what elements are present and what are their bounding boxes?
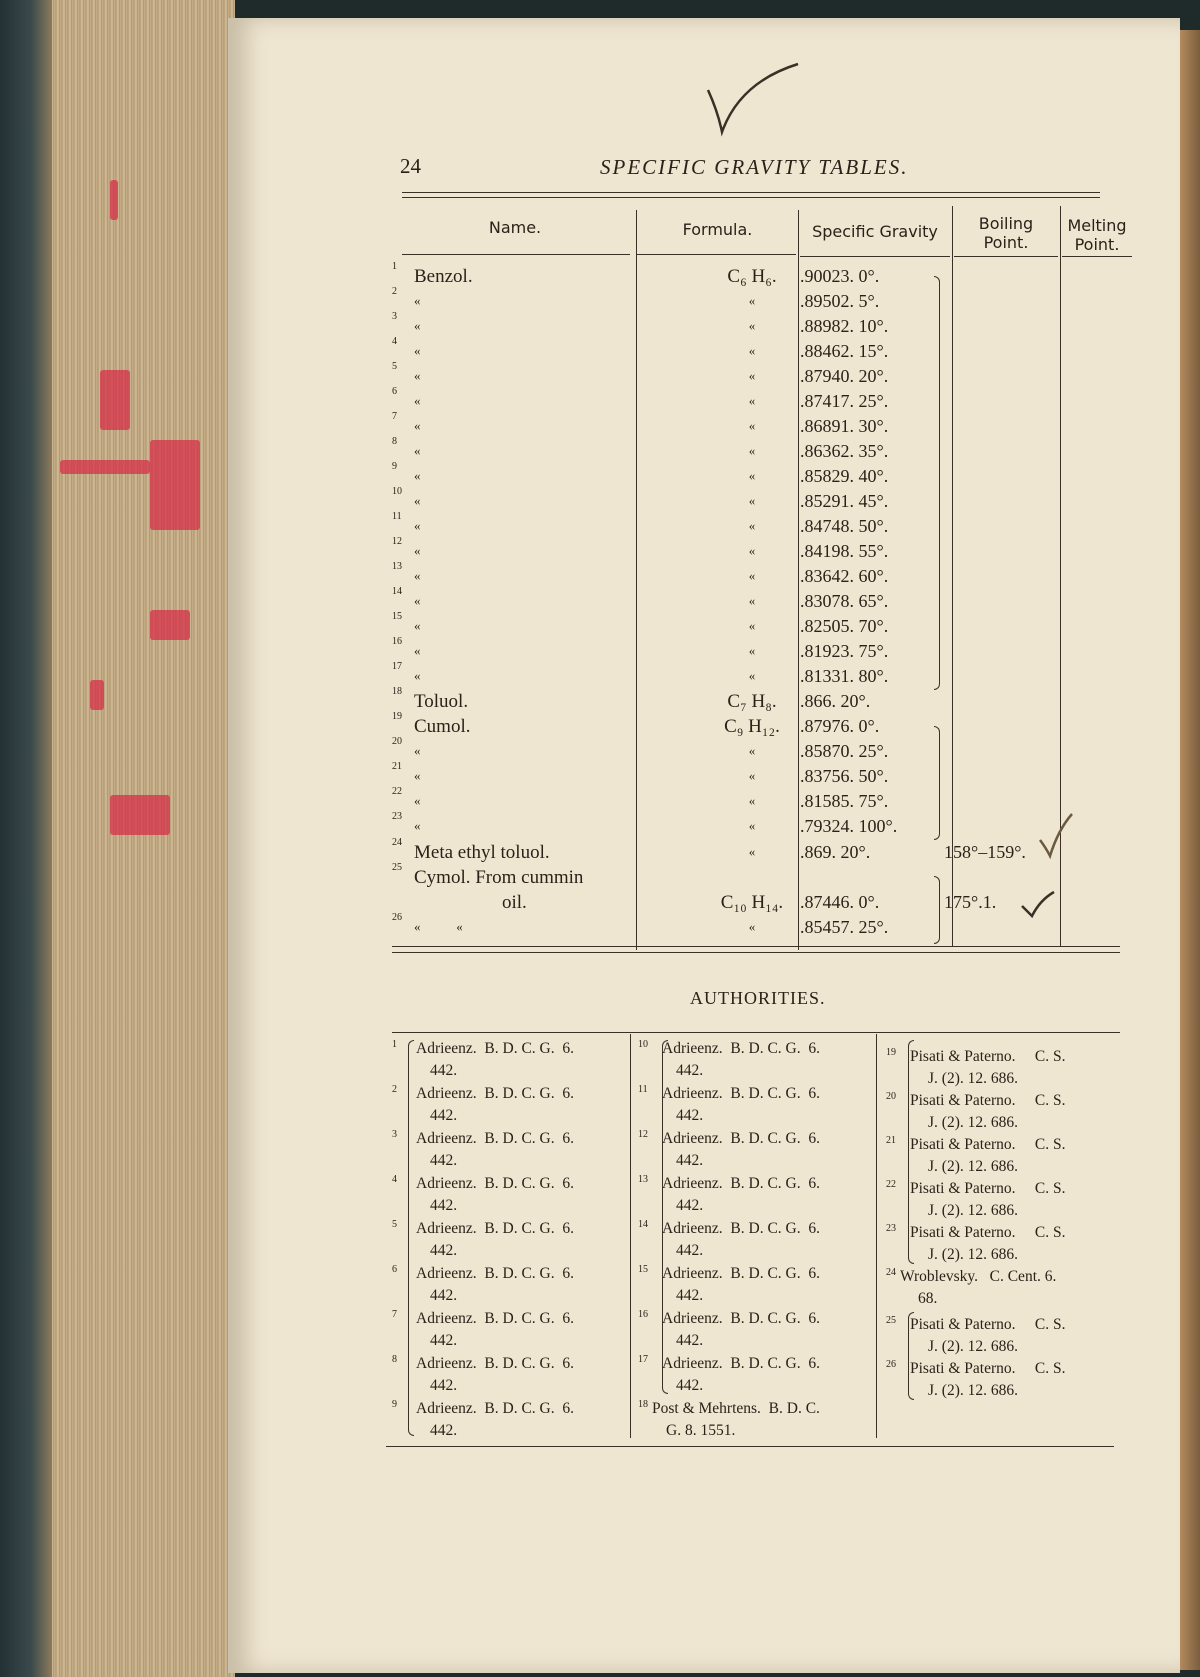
authority-line2: 442. — [430, 1242, 458, 1259]
authority-line2: 442. — [676, 1197, 704, 1214]
row-name: « — [414, 418, 421, 433]
row-number: 17 — [392, 661, 402, 672]
row-number: 21 — [392, 761, 402, 772]
book-page-edges — [0, 0, 235, 1677]
authority-line1: Adrieenz. B. D. C. G. 6. — [416, 1265, 574, 1282]
authority-text — [662, 1353, 820, 1397]
authority-number: 11 — [638, 1084, 648, 1095]
row-specific-gravity: .90023. 0°. — [800, 266, 880, 286]
authority-line2: 442. — [430, 1377, 458, 1394]
row-name: « — [414, 318, 421, 333]
authority-number: 16 — [638, 1309, 648, 1320]
authority-number: 19 — [886, 1047, 896, 1058]
authority-line1: Adrieenz. B. D. C. G. 6. — [416, 1175, 574, 1192]
table-row — [392, 862, 1082, 891]
table-row — [392, 411, 1082, 440]
authority-text — [910, 1222, 1065, 1266]
authority-text — [416, 1353, 574, 1397]
row-name: « — [414, 618, 421, 633]
authority-text — [416, 1218, 574, 1262]
authority-line2: 442. — [430, 1197, 458, 1214]
row-specific-gravity: .87976. 0°. — [800, 716, 880, 736]
row-formula: « — [748, 293, 756, 308]
row-number: 23 — [392, 811, 402, 822]
row-boiling-point: 175°.1. — [944, 892, 997, 912]
header-underline — [1062, 256, 1132, 257]
authority-text — [900, 1266, 1056, 1310]
table-row — [392, 912, 1082, 941]
authority-line1: Pisati & Paterno. C. S. — [910, 1180, 1066, 1197]
authority-line2: J. (2). 12. 686. — [928, 1070, 1018, 1087]
row-number: 5 — [392, 361, 397, 372]
authority-line1: Adrieenz. B. D. C. G. 6. — [416, 1130, 574, 1147]
row-number: 20 — [392, 736, 402, 747]
row-formula: « — [748, 418, 756, 433]
authority-number: 10 — [638, 1039, 648, 1050]
table-row — [392, 311, 1082, 340]
authority-number: 17 — [638, 1354, 648, 1365]
table-row — [392, 461, 1082, 490]
row-formula: « — [748, 593, 756, 608]
row-number: 1 — [392, 261, 397, 272]
row-specific-gravity: .866. 20°. — [800, 691, 871, 711]
red-stain — [150, 440, 200, 530]
header-melting-point — [1062, 216, 1132, 254]
row-specific-gravity: .86891. 30°. — [800, 416, 889, 436]
authority-text — [910, 1178, 1065, 1222]
row-formula: « — [748, 343, 756, 358]
row-name: « — [414, 493, 421, 508]
authority-number: 24 — [886, 1267, 896, 1278]
table-row — [392, 837, 1082, 866]
row-number: 25 — [392, 862, 402, 873]
authority-number: 2 — [392, 1084, 397, 1095]
authority-line1: Adrieenz. B. D. C. G. 6. — [662, 1040, 820, 1057]
row-formula: « — [748, 793, 756, 808]
row-name: « — [414, 293, 421, 308]
row-number: 8 — [392, 436, 397, 447]
authorities-title: AUTHORITIES. — [690, 988, 826, 1008]
authority-line2: J. (2). 12. 686. — [928, 1338, 1018, 1355]
page-number: 24 — [400, 154, 421, 178]
row-formula: « — [748, 318, 756, 333]
authority-number: 6 — [392, 1264, 397, 1275]
row-formula: « — [748, 493, 756, 508]
row-specific-gravity: .87417. 25°. — [800, 391, 889, 411]
authority-text — [662, 1263, 820, 1307]
row-number: 9 — [392, 461, 397, 472]
authority-line1: Adrieenz. B. D. C. G. 6. — [416, 1220, 574, 1237]
authority-number: 20 — [886, 1091, 896, 1102]
row-name: « — [414, 368, 421, 383]
row-name: « — [414, 443, 421, 458]
authority-line2: 442. — [430, 1287, 458, 1304]
row-formula: « — [748, 618, 756, 633]
header-name: Name. — [488, 218, 542, 237]
table-row — [392, 436, 1082, 465]
authority-line2: 442. — [676, 1242, 704, 1259]
authority-number: 26 — [886, 1359, 896, 1370]
row-name: Toluol. — [414, 691, 469, 712]
row-formula: « — [748, 818, 756, 833]
authority-line2: 442. — [676, 1107, 704, 1124]
authority-text — [662, 1128, 820, 1172]
authority-line1: Pisati & Paterno. C. S. — [910, 1048, 1066, 1065]
row-name: « — [414, 743, 421, 758]
row-number: 7 — [392, 411, 397, 422]
row-name: « — [414, 568, 421, 583]
table-row — [392, 361, 1082, 390]
authority-line2: 442. — [676, 1287, 704, 1304]
table-row — [392, 511, 1082, 540]
authority-text — [416, 1128, 574, 1172]
table-row — [392, 711, 1082, 740]
authority-line2: 442. — [676, 1332, 704, 1349]
authority-line2: 442. — [430, 1107, 458, 1124]
table-row — [392, 811, 1082, 840]
book-cover — [0, 0, 52, 1677]
row-specific-gravity: .84748. 50°. — [800, 516, 889, 536]
row-name: « — [414, 393, 421, 408]
authority-line1: Pisati & Paterno. C. S. — [910, 1316, 1066, 1333]
row-specific-gravity: .83642. 60°. — [800, 566, 889, 586]
row-number: 24 — [392, 837, 402, 848]
row-number: 13 — [392, 561, 402, 572]
row-formula: « — [748, 768, 756, 783]
authority-line1: Adrieenz. B. D. C. G. 6. — [662, 1175, 820, 1192]
authority-line2: 442. — [430, 1422, 458, 1439]
header-underline — [954, 256, 1058, 257]
authority-text — [416, 1038, 574, 1082]
authority-line2: G. 8. 1551. — [666, 1422, 736, 1439]
authority-number: 4 — [392, 1174, 397, 1185]
authority-line2: J. (2). 12. 686. — [928, 1246, 1018, 1263]
authority-line1: Adrieenz. B. D. C. G. 6. — [416, 1355, 574, 1372]
authority-line2: 68. — [918, 1290, 938, 1307]
header-boiling-point — [955, 214, 1057, 252]
row-formula: C₇ H₈. — [727, 691, 777, 712]
row-boiling-point: 158°–159°. — [944, 842, 1026, 862]
row-formula: « — [748, 518, 756, 533]
table-row — [392, 336, 1082, 365]
header-boiling-line2: Point. — [983, 233, 1029, 252]
authority-line1: Adrieenz. B. D. C. G. 6. — [662, 1085, 820, 1102]
authorities-bottom-rule — [386, 1446, 1114, 1447]
authority-line1: Adrieenz. B. D. C. G. 6. — [416, 1040, 574, 1057]
header-melting-line2: Point. — [1074, 235, 1120, 254]
table-row — [392, 586, 1082, 615]
authority-line1: Adrieenz. B. D. C. G. 6. — [662, 1265, 820, 1282]
header-melting-line1: Melting — [1067, 216, 1127, 235]
row-number: 11 — [392, 511, 402, 522]
authority-number: 18 — [638, 1399, 648, 1410]
authority-text — [416, 1083, 574, 1127]
authority-number: 5 — [392, 1219, 397, 1230]
row-specific-gravity: .85870. 25°. — [800, 741, 889, 761]
authority-line1: Adrieenz. B. D. C. G. 6. — [416, 1310, 574, 1327]
row-number: 18 — [392, 686, 402, 697]
row-number: 26 — [392, 912, 402, 923]
authority-number: 13 — [638, 1174, 648, 1185]
authority-number: 1 — [392, 1039, 397, 1050]
authority-line2: J. (2). 12. 686. — [928, 1382, 1018, 1399]
row-number: 16 — [392, 636, 402, 647]
row-specific-gravity: .81923. 75°. — [800, 641, 889, 661]
row-formula: « — [748, 443, 756, 458]
row-name: Meta ethyl toluol. — [414, 842, 550, 863]
authority-number: 3 — [392, 1129, 397, 1140]
row-name: oil. — [502, 892, 527, 913]
table-bottom-rule — [392, 952, 1120, 953]
authorities-top-rule — [392, 1032, 1120, 1033]
row-specific-gravity: .83078. 65°. — [800, 591, 889, 611]
handwritten-check-icon — [1018, 890, 1058, 920]
row-name: « — [414, 343, 421, 358]
header-underline — [402, 254, 630, 255]
header-underline — [636, 254, 796, 255]
authority-text — [910, 1358, 1065, 1402]
table-row — [392, 892, 1082, 916]
row-specific-gravity: .88462. 15°. — [800, 341, 889, 361]
authority-text — [910, 1134, 1065, 1178]
row-formula: « — [748, 643, 756, 658]
table-top-rule — [402, 192, 1100, 193]
authority-line1: Pisati & Paterno. C. S. — [910, 1092, 1066, 1109]
table-row — [392, 761, 1082, 790]
red-stain — [110, 180, 118, 220]
row-number: 6 — [392, 386, 397, 397]
authority-number: 22 — [886, 1179, 896, 1190]
row-formula: « — [748, 919, 756, 934]
authority-text — [416, 1263, 574, 1307]
authorities-divider — [876, 1034, 877, 1438]
row-formula: « — [748, 568, 756, 583]
row-number: 22 — [392, 786, 402, 797]
table-row — [392, 536, 1082, 565]
row-number: 10 — [392, 486, 402, 497]
authority-line1: Adrieenz. B. D. C. G. 6. — [416, 1400, 574, 1417]
row-number: 4 — [392, 336, 397, 347]
authority-number: 7 — [392, 1309, 397, 1320]
row-formula: C₆ H₆. — [727, 266, 777, 287]
row-specific-gravity: .84198. 55°. — [800, 541, 889, 561]
row-formula: « — [748, 668, 756, 683]
authority-number: 8 — [392, 1354, 397, 1365]
authority-line1: Wroblevsky. C. Cent. 6. — [900, 1268, 1057, 1285]
row-formula: « — [748, 468, 756, 483]
table-row — [392, 661, 1082, 690]
row-specific-gravity: .86362. 35°. — [800, 441, 889, 461]
row-name: « — [414, 643, 421, 658]
authority-number: 9 — [392, 1399, 397, 1410]
authority-line1: Post & Mehrtens. B. D. C. — [652, 1400, 820, 1417]
row-specific-gravity: .83756. 50°. — [800, 766, 889, 786]
authority-text — [416, 1398, 574, 1442]
table-bottom-rule — [392, 946, 1120, 947]
row-formula: C₉ H₁₂. — [724, 716, 780, 737]
table-row — [392, 386, 1082, 415]
authority-line2: J. (2). 12. 686. — [928, 1114, 1018, 1131]
handwritten-check-icon — [1036, 810, 1076, 860]
authority-number: 15 — [638, 1264, 648, 1275]
row-formula: « — [748, 743, 756, 758]
authority-number: 14 — [638, 1219, 648, 1230]
authority-line2: 442. — [676, 1062, 704, 1079]
row-specific-gravity: .79324. 100°. — [800, 816, 898, 836]
row-formula: C₁₀ H₁₄. — [720, 892, 784, 913]
table-row — [392, 786, 1082, 815]
row-number: 3 — [392, 311, 397, 322]
row-name: « — [414, 593, 421, 608]
row-formula: « — [748, 393, 756, 408]
authority-number: 23 — [886, 1223, 896, 1234]
row-specific-gravity: .89502. 5°. — [800, 291, 880, 311]
authority-line2: 442. — [676, 1377, 704, 1394]
row-formula: « — [748, 368, 756, 383]
row-specific-gravity: .81585. 75°. — [800, 791, 889, 811]
table-row — [392, 686, 1082, 715]
authority-line2: 442. — [430, 1152, 458, 1169]
row-formula: « — [748, 543, 756, 558]
row-formula: « — [748, 844, 756, 859]
row-name: « « — [414, 919, 463, 934]
table-top-rule — [402, 197, 1100, 198]
row-number: 15 — [392, 611, 402, 622]
table-row — [392, 611, 1082, 640]
group-brace — [934, 876, 940, 944]
running-title: SPECIFIC GRAVITY TABLES. — [600, 155, 909, 179]
row-name: « — [414, 793, 421, 808]
header-boiling-line1: Boiling — [978, 214, 1034, 233]
row-name: « — [414, 468, 421, 483]
red-stain — [110, 795, 170, 835]
row-name: « — [414, 668, 421, 683]
authority-number: 12 — [638, 1129, 648, 1140]
header-specific-gravity: Specific Gravity — [812, 222, 938, 241]
authority-line1: Adrieenz. B. D. C. G. 6. — [662, 1220, 820, 1237]
red-stain — [100, 370, 130, 430]
authority-text — [416, 1173, 574, 1217]
right-page-edge — [1180, 30, 1200, 1670]
row-name: « — [414, 518, 421, 533]
authority-line1: Adrieenz. B. D. C. G. 6. — [662, 1355, 820, 1372]
row-specific-gravity: .88982. 10°. — [800, 316, 889, 336]
row-number: 2 — [392, 286, 397, 297]
row-name: Cymol. From cummin — [414, 867, 584, 888]
row-name: « — [414, 543, 421, 558]
authority-line2: J. (2). 12. 686. — [928, 1158, 1018, 1175]
authority-line1: Pisati & Paterno. C. S. — [910, 1136, 1066, 1153]
row-specific-gravity: .82505. 70°. — [800, 616, 889, 636]
authority-text — [652, 1398, 820, 1442]
table-row — [392, 286, 1082, 315]
table-row — [392, 561, 1082, 590]
row-specific-gravity: .85291. 45°. — [800, 491, 889, 511]
header-underline — [800, 256, 950, 257]
authority-text — [662, 1083, 820, 1127]
red-stain — [60, 460, 150, 474]
authority-line2: 442. — [430, 1332, 458, 1349]
authority-line1: Adrieenz. B. D. C. G. 6. — [416, 1085, 574, 1102]
row-name: « — [414, 818, 421, 833]
red-stain — [150, 610, 190, 640]
authorities-brace — [408, 1040, 414, 1436]
row-name: « — [414, 768, 421, 783]
row-specific-gravity: .81331. 80°. — [800, 666, 889, 686]
row-number: 14 — [392, 586, 402, 597]
row-name: Cumol. — [414, 716, 471, 737]
authority-number: 25 — [886, 1315, 896, 1326]
authority-line1: Adrieenz. B. D. C. G. 6. — [662, 1130, 820, 1147]
authority-text — [910, 1314, 1065, 1358]
red-stain — [90, 680, 104, 710]
row-name: Benzol. — [414, 266, 473, 287]
authority-line1: Pisati & Paterno. C. S. — [910, 1224, 1066, 1241]
row-specific-gravity: .869. 20°. — [800, 842, 871, 862]
row-specific-gravity: .87940. 20°. — [800, 366, 889, 386]
group-brace — [934, 276, 940, 690]
authority-text — [662, 1308, 820, 1352]
row-number: 19 — [392, 711, 402, 722]
authority-text — [662, 1218, 820, 1262]
authority-text — [662, 1038, 820, 1082]
authority-line2: 442. — [676, 1152, 704, 1169]
row-specific-gravity: .87446. 0°. — [800, 892, 880, 912]
table-row — [392, 636, 1082, 665]
authority-text — [910, 1046, 1065, 1090]
authorities-divider — [630, 1034, 631, 1438]
row-number: 12 — [392, 536, 402, 547]
header-formula: Formula. — [682, 220, 753, 239]
table-row — [392, 736, 1082, 765]
authority-number: 21 — [886, 1135, 896, 1146]
authority-line1: Pisati & Paterno. C. S. — [910, 1360, 1066, 1377]
authority-line2: 442. — [430, 1062, 458, 1079]
authority-line2: J. (2). 12. 686. — [928, 1202, 1018, 1219]
authority-text — [416, 1308, 574, 1352]
authority-text — [662, 1173, 820, 1217]
table-row — [392, 486, 1082, 515]
handwritten-check-icon — [700, 52, 810, 142]
table-row — [392, 261, 1082, 290]
group-brace — [934, 726, 940, 840]
authority-line1: Adrieenz. B. D. C. G. 6. — [662, 1310, 820, 1327]
row-specific-gravity: .85457. 25°. — [800, 917, 889, 937]
authority-text — [910, 1090, 1065, 1134]
row-specific-gravity: .85829. 40°. — [800, 466, 889, 486]
